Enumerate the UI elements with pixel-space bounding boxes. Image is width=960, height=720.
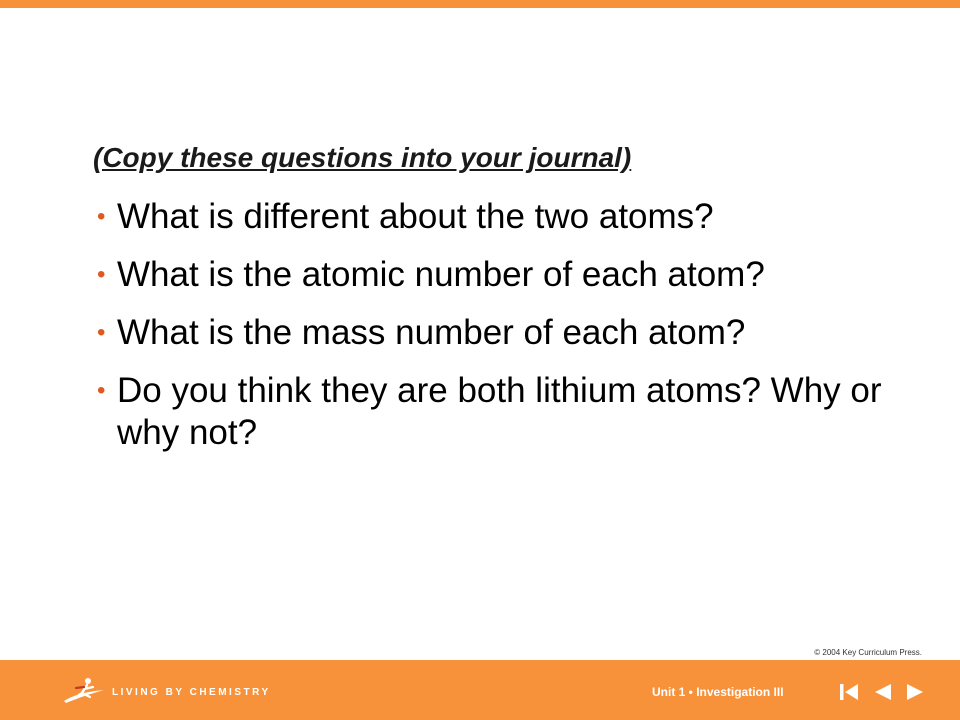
list-item [97, 312, 937, 354]
list-item [97, 254, 937, 296]
logo [62, 676, 271, 708]
runner-logo-icon [62, 676, 106, 708]
bullet-icon: • [97, 261, 106, 288]
previous-slide-icon [872, 682, 894, 702]
slide-heading: (Copy these questions into your journal) [93, 142, 632, 173]
previous-slide-button[interactable] [872, 682, 894, 702]
question-text: What is the mass number of each atom? [117, 313, 746, 352]
copyright-notice: © 2004 Key Curriculum Press. [814, 648, 922, 657]
list-item [97, 196, 937, 238]
bullet-icon: • [97, 377, 106, 404]
question-text: Do you think they are both lithium atoms? Why or why not? [117, 371, 882, 452]
bullet-icon: • [97, 203, 106, 230]
next-slide-button[interactable] [904, 682, 926, 702]
unit-label: Unit 1 • Investigation III [652, 685, 784, 699]
question-text: What is the atomic number of each atom? [117, 255, 765, 294]
question-text: What is different about the two atoms? [117, 197, 714, 236]
next-slide-icon [904, 682, 926, 702]
question-list [97, 196, 937, 470]
footer-bar [0, 660, 960, 720]
first-slide-button[interactable] [838, 682, 860, 702]
bullet-icon: • [97, 319, 106, 346]
top-accent-bar [0, 0, 960, 8]
list-item [97, 370, 937, 454]
first-slide-icon [838, 682, 860, 702]
logo-text: LIVING BY CHEMISTRY [112, 686, 271, 698]
